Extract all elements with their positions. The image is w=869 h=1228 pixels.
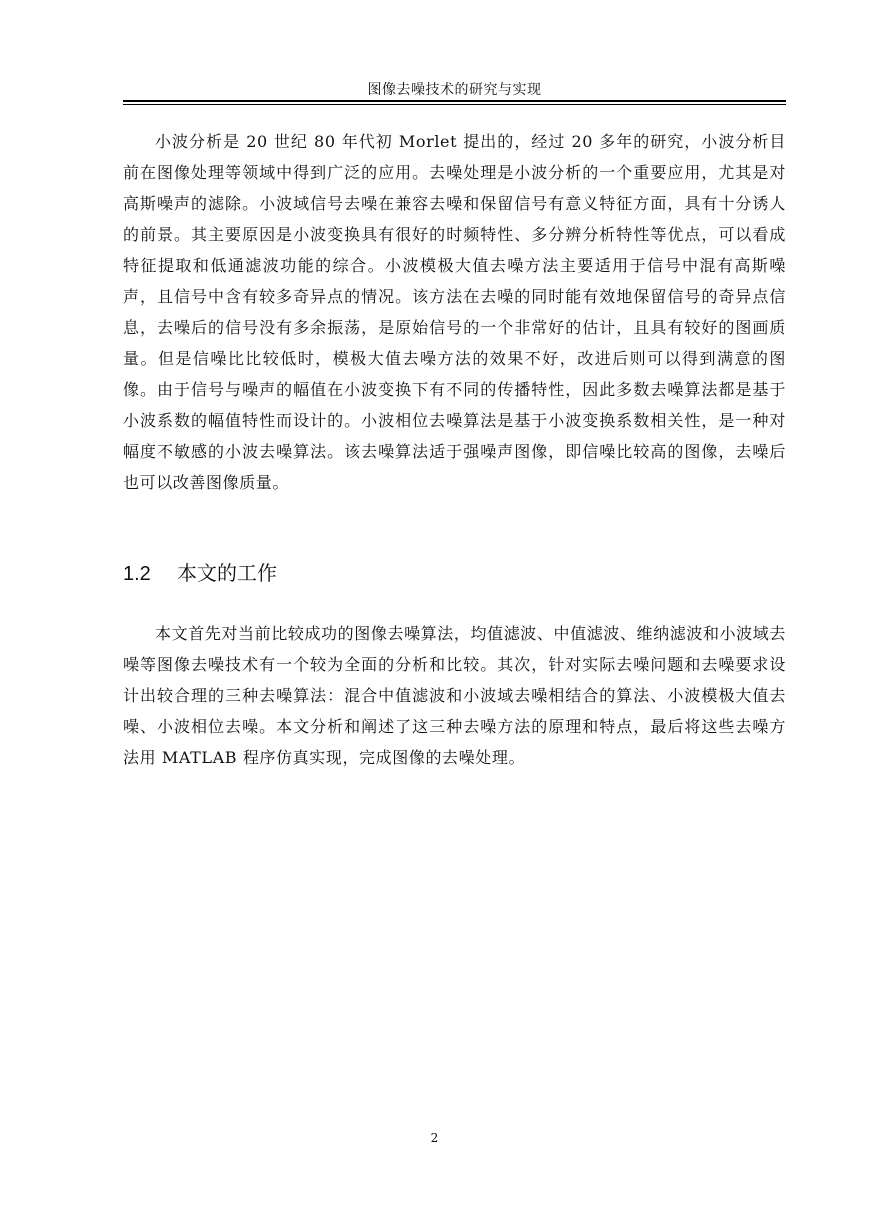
section-title: 本文的工作 (177, 561, 277, 585)
body-paragraph-2: 本文首先对当前比较成功的图像去噪算法，均值滤波、中值滤波、维纳滤波和小波域去噪等图像去噪技术有一个较为全面的分析和比较。其次，针对实际去噪问题和去噪要求设计出较合理的三种去噪算法：混合中值滤波和小波域去噪相结合的算法、小波模极大值去噪、小波相位去噪。本文分析和阐述了这三种去噪方法的原理和特点，最后将这些去噪方法用 MATLAB 程序仿真实现，完成图像的去噪处理。 (123, 624, 786, 767)
body-paragraph-1: 小波分析是 20 世纪 80 年代初 Morlet 提出的，经过 20 多年的研究，小波分析目前在图像处理等领域中得到广泛的应用。去噪处理是小波分析的一个重要应用，尤其是对高斯噪声的滤除。小波域信号去噪在兼容去噪和保留信号有意义特征方面，具有十分诱人的前景。其主要原因是小波变换具有很好的时频特性、多分辨分析特性等优点，可以看成特征提取和低通滤波功能的综合。小波模极大值去噪方法主要适用于信号中混有高斯噪声，且信号中含有较多奇异点的情况。该方法在去噪的同时能有效地保留信号的奇异点信息，去噪后的信号没有多余振荡，是原始信号的一个非常好的估计，且具有较好的图画质量。但是信噪比比较低时，模极大值去噪方法的效果不好，改进后则可以得到满意的图像。由于信号与噪声的幅值在小波变换下有不同的传播特性，因此多数去噪算法都是基于小波系数的幅值特性而设计的。小波相位去噪算法是基于小波变换系数相关性，是一种对幅度不敏感的小波去噪算法。该去噪算法适于强噪声图像，即信噪比较高的图像，去噪后也可以改善图像质量。 (123, 132, 786, 492)
running-header-title: 图像去噪技术的研究与实现 (367, 82, 542, 98)
section-heading (123, 558, 277, 589)
header-rule-thin (123, 104, 786, 105)
section-number: 1.2 (123, 563, 151, 585)
page-number: 2 (430, 1131, 439, 1145)
header-rule-thick (123, 100, 786, 102)
